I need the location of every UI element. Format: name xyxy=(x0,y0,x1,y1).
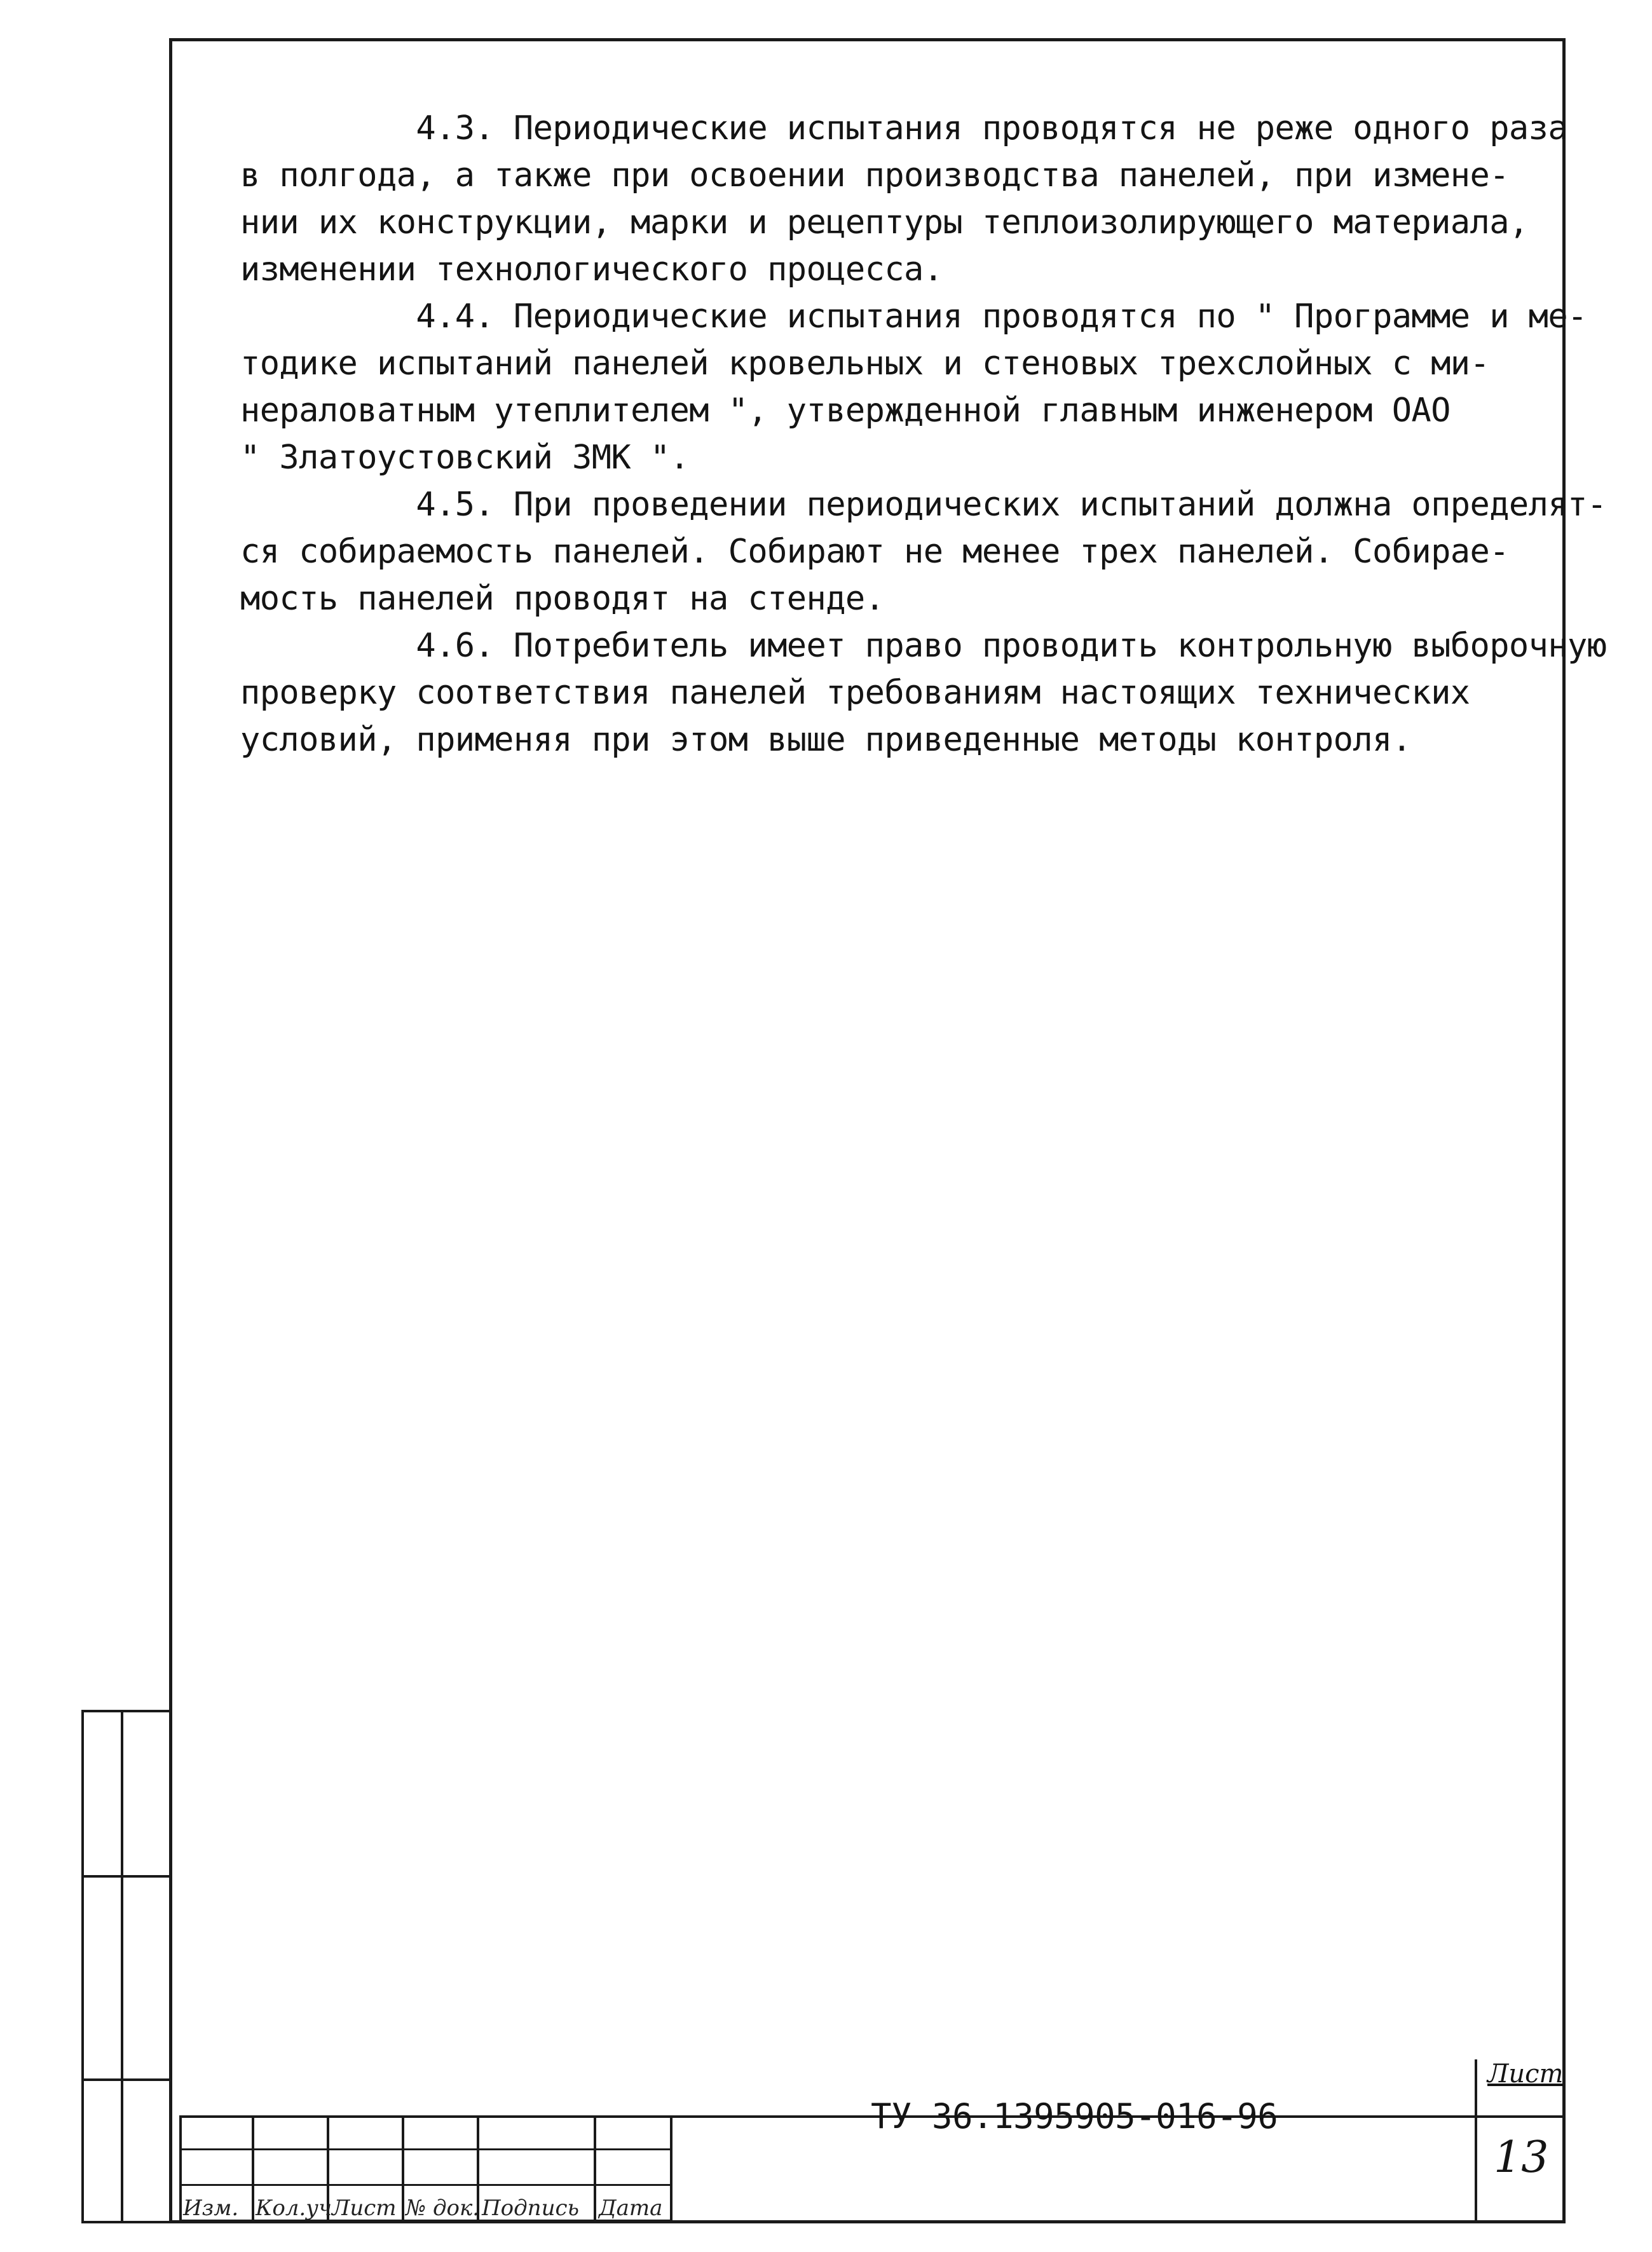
sheet-label: Лист xyxy=(1487,2059,1564,2089)
stamp-label-list: Лист xyxy=(332,2195,397,2221)
strip-hline xyxy=(81,1710,172,1712)
text-line-1: 4.3. Периодические испытания проводятся не реже одного раза xyxy=(240,109,1568,147)
stamp-label-kol-uch: Кол.уч xyxy=(256,2195,332,2221)
document-body xyxy=(240,105,1607,763)
side-registration-strip xyxy=(81,1710,172,2223)
text-line-10: ся собираемость панелей. Собирают не менее трех панелей. Собирае- xyxy=(240,533,1509,571)
title-block xyxy=(179,2059,1562,2223)
text-line-13: проверку соответствия панелей требованиям настоящих технических xyxy=(240,674,1470,712)
stamp-label-date: Дата xyxy=(599,2195,663,2221)
document-designation: ТУ 36.1395905-016-96 xyxy=(871,2096,1278,2136)
stamp-vline xyxy=(594,2115,596,2223)
text-line-7: нераловатным утеплителем ", утвержденной главным инженером ОАО xyxy=(240,392,1451,430)
stamp-label-izm: Изм. xyxy=(183,2195,239,2221)
stamp-vline xyxy=(252,2115,254,2223)
text-line-14: условий, применяя при этом выше приведенные методы контроля. xyxy=(240,721,1412,759)
stamp-vline xyxy=(1475,2059,1477,2223)
text-line-11: мость панелей проводят на стенде. xyxy=(240,580,885,618)
text-line-9: 4.5. При проведении периодических испытаний должна определят- xyxy=(240,486,1607,524)
sheet-number: 13 xyxy=(1494,2133,1549,2183)
strip-vline xyxy=(121,1710,123,2223)
text-line-5: 4.4. Периодические испытания проводятся по " Программе и ме- xyxy=(240,297,1587,336)
strip-hline xyxy=(81,2221,172,2223)
text-line-6: тодике испытаний панелей кровельных и стеновых трехслойных с ми- xyxy=(240,345,1490,383)
strip-hline xyxy=(81,2078,172,2081)
stamp-label-signature: Подпись xyxy=(482,2195,580,2221)
stamp-hline xyxy=(1475,2115,1562,2117)
stamp-label-doc-number: № док. xyxy=(406,2195,480,2221)
strip-hline xyxy=(81,1875,172,1878)
text-line-3: нии их конструкции, марки и рецептуры теплоизолирующего материала, xyxy=(240,203,1529,242)
stamp-vline xyxy=(402,2115,404,2223)
strip-vline xyxy=(81,1710,84,2223)
text-line-4: изменении технологического процесса. xyxy=(240,250,943,289)
stamp-vline xyxy=(670,2115,672,2223)
stamp-vline xyxy=(179,2115,182,2223)
text-line-8: " Златоустовский ЗМК ". xyxy=(240,439,690,477)
text-line-12: 4.6. Потребитель имеет право проводить контрольную выборочную xyxy=(240,627,1607,665)
text-line-2: в полгода, а также при освоении производства панелей, при измене- xyxy=(240,156,1509,194)
